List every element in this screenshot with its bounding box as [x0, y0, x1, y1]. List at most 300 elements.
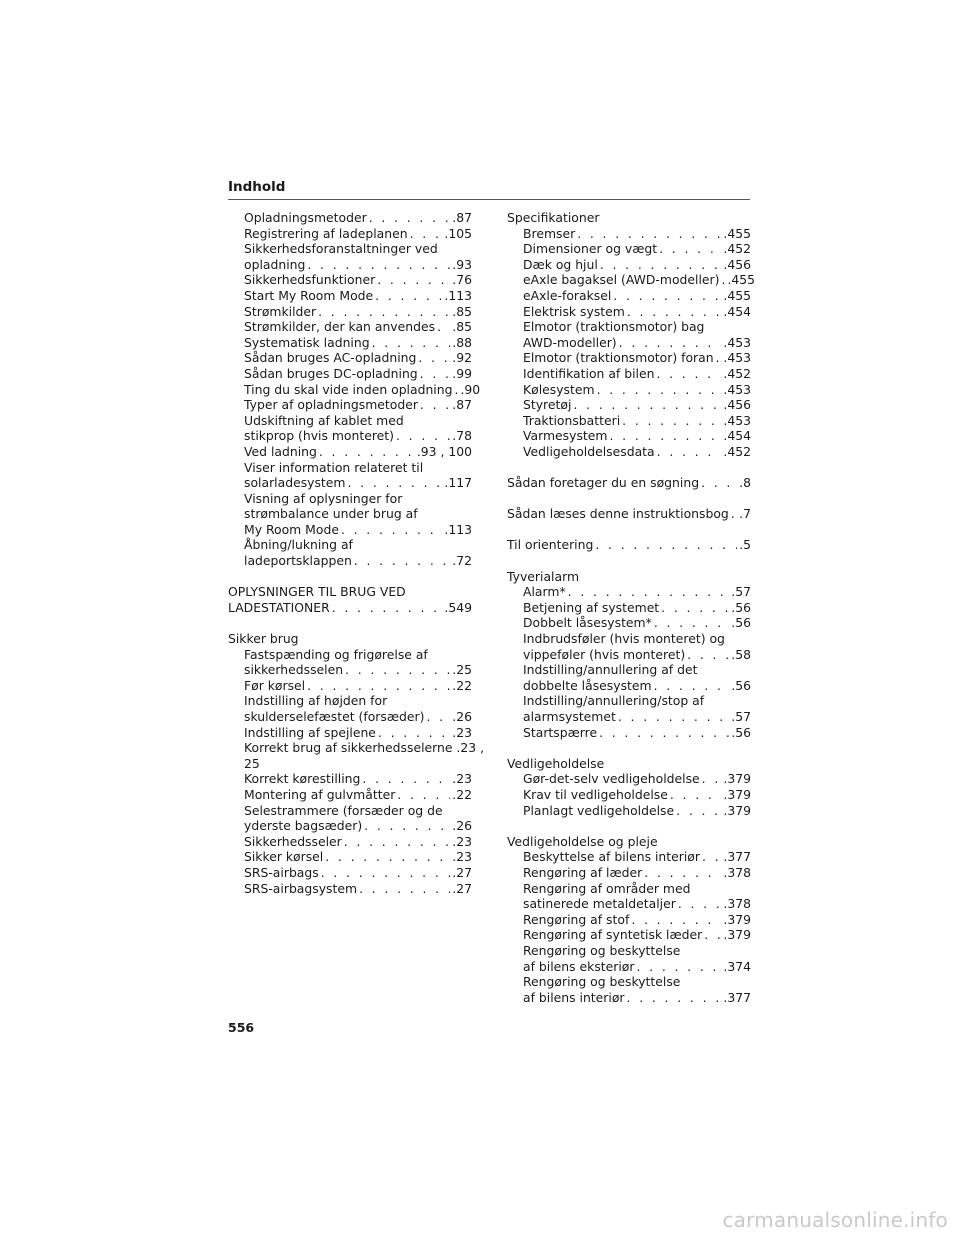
index-group-title [228, 600, 472, 616]
dot-leader [627, 990, 722, 1006]
index-entry [507, 288, 751, 304]
page-ref: .453 [723, 412, 751, 428]
page-ref: .56 [731, 677, 751, 693]
entry-text: Sådan læses denne instruktionsbog [507, 506, 729, 522]
dot-leader [354, 553, 450, 569]
index-entry [507, 787, 751, 803]
entry-line: Indstilling/annullering af det [523, 662, 698, 678]
index-group [228, 584, 472, 615]
entry-text: Indstilling af spejlene [244, 724, 376, 740]
entry-text: stikprop (hvis monteret) [244, 428, 394, 444]
entry-line [523, 647, 751, 663]
page-ref: .453 [723, 350, 751, 366]
index-entry [507, 974, 751, 1005]
dot-leader [345, 662, 450, 678]
index-entry [507, 725, 751, 741]
page-ref: .23 [452, 849, 472, 865]
dot-leader [397, 787, 450, 803]
entry-line: Viser information relateret til [244, 459, 424, 475]
page-ref: .453 [723, 334, 751, 350]
entry-text: Sådan bruges DC-opladning [244, 365, 418, 381]
page-ref: .455 [727, 272, 756, 288]
dot-leader [344, 834, 451, 850]
entry-text: Vedligeholdelsesdata [523, 443, 655, 459]
entry-line [523, 787, 751, 803]
page-ref: .22 [452, 677, 472, 693]
entry-text: Traktionsbatteri [523, 412, 621, 428]
entry-line [244, 210, 472, 226]
dot-leader [568, 584, 730, 600]
entry-text: Start My Room Mode [244, 287, 374, 303]
index-entry [228, 335, 472, 351]
dot-leader [618, 709, 729, 725]
index-entry [228, 288, 472, 304]
entry-text: Sådan bruges AC-opladning [244, 350, 417, 366]
page-ref: .374 [723, 958, 751, 974]
page-ref: .87 [452, 397, 472, 413]
index-group-title: Vedligeholdelse og pleje [507, 833, 658, 849]
dot-leader [595, 537, 737, 553]
entry-line: Visning af oplysninger for [244, 490, 403, 506]
page-ref: .378 [723, 864, 751, 880]
entry-text: Gør-det-selv vedligeholdelse [523, 771, 700, 787]
page-ref: .27 [452, 880, 472, 896]
page-ref: .72 [452, 553, 472, 569]
page-ref: .105 [444, 225, 472, 241]
entry-line [244, 319, 472, 335]
page-ref: .549 [444, 599, 472, 615]
dot-leader [573, 397, 721, 413]
entry-line [523, 288, 751, 304]
page-ref: .78 [452, 428, 472, 444]
page-ref: .22 [452, 786, 472, 802]
index-entry [507, 803, 751, 819]
entry-text: satinerede metaldetaljer [523, 896, 676, 912]
entry-text: Korrekt kørestilling [244, 771, 361, 787]
page-ref: .452 [723, 241, 751, 257]
entry-line [523, 366, 751, 382]
entry-text: ladeportsklappen [244, 553, 352, 569]
entry-text: eAxle bagaksel (AWD-modeller) [523, 272, 720, 288]
entry-line [244, 381, 481, 398]
entry-line [523, 226, 751, 242]
entry-line [244, 865, 472, 881]
index-entry [507, 366, 751, 382]
page-ref: .23 [452, 771, 472, 787]
page-ref: .5 [739, 537, 751, 553]
entry-line [523, 428, 751, 444]
index-entry [507, 413, 751, 429]
entry-text: Dimensioner og vægt [523, 241, 658, 257]
entry-text: Elmotor (traktionsmotor) foran [523, 350, 714, 366]
dot-leader [420, 397, 450, 413]
entry-line [244, 428, 472, 444]
entry-line [244, 662, 472, 678]
index-group-title: OPLYSNINGER TIL BRUG VED [228, 584, 406, 600]
dot-leader [670, 787, 722, 803]
entry-line [244, 522, 472, 538]
entry-text: AWD-modeller) [523, 334, 617, 350]
dot-leader [420, 366, 451, 382]
entry-line [523, 397, 751, 413]
page-ref: .378 [723, 896, 751, 912]
entry-line [244, 304, 472, 320]
page-ref: .99 [452, 365, 472, 381]
index-group [507, 506, 751, 522]
entry-text: Dæk og hjul [523, 256, 598, 272]
dot-leader [702, 771, 722, 787]
entry-text: sikkerhedsselen [244, 662, 344, 678]
entry-line [244, 288, 472, 304]
page-ref: .56 [731, 724, 751, 740]
entry-line: Selestrammere (forsæder og de [244, 802, 443, 818]
index-group-title: Tyverialarm [507, 568, 580, 584]
index-group-title [507, 475, 751, 491]
page-ref: .113 [444, 287, 472, 303]
entry-line [523, 600, 751, 616]
entry-text: Rengøring af stof [523, 911, 630, 927]
page-ref: .117 [444, 475, 472, 491]
entry-line [244, 787, 472, 803]
index-group-title: Sikker brug [228, 631, 299, 647]
dot-leader [702, 849, 721, 865]
entry-line [244, 272, 472, 288]
index-entry [228, 491, 472, 538]
entry-line [244, 834, 472, 850]
entry-line [523, 912, 751, 928]
entry-line [523, 803, 751, 819]
dot-leader [657, 444, 722, 460]
index-entry [507, 350, 751, 366]
entry-line: Rengøring af områder med [523, 880, 691, 896]
index-entry [507, 631, 751, 662]
entry-line: Indstilling af højden for [244, 693, 388, 709]
dot-leader [577, 226, 721, 242]
page-ref: .379 [723, 786, 751, 802]
entry-text: Til orientering [507, 537, 594, 553]
dot-leader [332, 600, 443, 616]
entry-line [523, 444, 751, 460]
dot-leader [341, 522, 442, 538]
index-entry [507, 849, 751, 865]
entry-text: Rengøring af syntetisk læder [523, 927, 703, 943]
index-entry [228, 771, 472, 787]
page-ref: .25 [452, 662, 472, 678]
entry-line [244, 725, 472, 741]
index-entry [228, 381, 481, 398]
page-header-title: Indhold [228, 179, 286, 195]
page-ref: .379 [723, 927, 751, 943]
index-group-title [507, 537, 751, 553]
index-entry [507, 600, 751, 616]
index-entry [507, 881, 751, 912]
entry-line [523, 849, 751, 865]
index-entry [228, 803, 472, 834]
dot-leader [636, 959, 721, 975]
index-group [507, 210, 756, 460]
entry-text: Planlagt vedligeholdelse [523, 802, 675, 818]
entry-text: Strømkilder [244, 303, 317, 319]
index-entry [228, 881, 472, 897]
index-entry [228, 787, 472, 803]
entry-line [523, 678, 751, 694]
index-entry [228, 740, 485, 771]
dot-leader [325, 849, 450, 865]
entry-line [244, 553, 472, 569]
page-ref: .26 [452, 818, 472, 834]
entry-text: vippeføler (hvis monteret) [523, 646, 686, 662]
entry-text: Før kørsel [244, 677, 306, 693]
dot-leader [678, 896, 722, 912]
dot-leader [378, 725, 450, 741]
page-ref: .57 [731, 709, 751, 724]
index-entry [507, 584, 751, 600]
dot-leader [622, 413, 721, 429]
index-entry [228, 304, 472, 320]
entry-line [523, 304, 751, 320]
index-entry [228, 397, 472, 413]
dot-leader [364, 818, 450, 834]
header-divider [228, 199, 750, 200]
index-entry [507, 241, 751, 257]
dot-leader [659, 241, 721, 257]
entry-text: Styretøj [523, 397, 572, 413]
index-entry [228, 226, 472, 242]
index-entry [228, 241, 472, 272]
entry-line [244, 444, 472, 460]
entry-line: Åbning/lukning af [244, 537, 353, 553]
page-ref: .455 [723, 225, 751, 241]
entry-line: Korrekt brug af sikkerhedsselerne .23 , [244, 740, 485, 756]
entry-line [523, 335, 751, 351]
page-ref: .92 [452, 350, 472, 366]
index-entry [228, 678, 472, 694]
dot-leader [375, 288, 442, 304]
dot-leader [701, 475, 737, 491]
dot-leader [656, 366, 721, 382]
index-entry [507, 382, 751, 398]
entry-line [244, 849, 472, 865]
dot-leader [377, 272, 450, 288]
dot-leader [654, 615, 729, 631]
page-ref: .56 [731, 615, 751, 631]
dot-leader [631, 912, 721, 928]
index-entry [507, 927, 751, 943]
entry-text: Startspærre [523, 724, 598, 740]
index-entry [228, 210, 472, 226]
entry-text: Betjening af systemet [523, 599, 660, 615]
entry-text: alarmsystemet [523, 709, 616, 724]
entry-text: Opladningsmetoder [244, 210, 367, 225]
page-ref: .85 [452, 319, 472, 335]
dot-leader [372, 335, 451, 351]
entry-line [523, 896, 751, 912]
page-ref: .26 [452, 709, 472, 724]
page-ref: .93 [452, 256, 472, 272]
index-group [507, 756, 751, 818]
entry-line [523, 990, 751, 1006]
index-group [507, 537, 751, 553]
entry-line [244, 771, 472, 787]
entry-line [244, 226, 472, 242]
index-group [228, 210, 481, 569]
page-ref: .379 [723, 771, 751, 787]
dot-leader [307, 678, 450, 694]
page-ref: .88 [452, 334, 472, 350]
entry-text: 25 [244, 755, 260, 771]
dot-leader [716, 350, 722, 366]
entry-text: opladning [244, 256, 306, 272]
entry-line [244, 881, 472, 897]
dot-leader [654, 678, 730, 694]
entry-line [244, 397, 472, 413]
page-ref: .23 [452, 724, 472, 740]
entry-line [244, 257, 472, 273]
index-group-title: Vedligeholdelse [507, 755, 605, 771]
page-ref: .57 [731, 584, 751, 600]
index-group-title: Specifikationer [507, 210, 600, 225]
entry-text: af bilens interiør [523, 989, 625, 1005]
dot-leader [369, 210, 451, 226]
index-entry [228, 413, 472, 444]
entry-line [244, 818, 472, 834]
dot-leader [437, 319, 450, 335]
page-ref: .58 [731, 646, 751, 662]
dot-leader [307, 257, 450, 273]
entry-text: Sikker kørsel [244, 849, 324, 865]
page-ref: .85 [452, 303, 472, 319]
page-ref: .379 [723, 802, 751, 818]
dot-leader [362, 771, 450, 787]
entry-line: Sikkerhedsforanstaltninger ved [244, 241, 438, 257]
page-ref: .456 [723, 397, 751, 413]
entry-text: skulderselefæstet (forsæder) [244, 709, 425, 724]
entry-text: Alarm* [523, 584, 566, 600]
entry-line [244, 335, 472, 351]
entry-text: Sikkerhedsfunktioner [244, 272, 376, 288]
page-ref: .454 [723, 428, 751, 444]
index-entry [228, 350, 472, 366]
entry-line: strømbalance under brug af [244, 506, 418, 522]
index-entry [507, 693, 751, 724]
dot-leader [687, 647, 729, 663]
page-ref: .87 [452, 210, 472, 225]
index-entry [228, 319, 472, 335]
entry-line: Udskiftning af kablet med [244, 412, 404, 428]
entry-text: Registrering af ladeplanen [244, 225, 408, 241]
index-entry [228, 725, 472, 741]
index-entry [507, 428, 751, 444]
watermark-text: carmanualsonline.info [722, 1208, 948, 1232]
dot-leader [600, 257, 722, 273]
entry-text: Typer af opladningsmetoder [244, 397, 418, 413]
index-entry [228, 537, 472, 568]
page-ref: .76 [452, 272, 472, 288]
dot-leader [426, 709, 450, 725]
page-ref: .456 [723, 256, 751, 272]
page-ref: .8 [739, 475, 751, 491]
dot-leader [348, 475, 443, 491]
index-entry [507, 226, 751, 242]
entry-line [523, 584, 751, 600]
entry-line [244, 756, 472, 772]
entry-line [523, 350, 751, 366]
dot-leader [721, 272, 725, 288]
dot-leader [676, 803, 721, 819]
entry-text: af bilens eksteriør [523, 958, 635, 974]
entry-text: solarladesystem [244, 475, 346, 491]
entry-text: LADESTATIONER [228, 599, 330, 615]
entry-text: Elektrisk system [523, 303, 625, 319]
page-ref: .454 [723, 303, 751, 319]
index-entry [507, 257, 751, 273]
entry-line: Fastspænding og frigørelse af [244, 646, 428, 662]
index-entry [507, 397, 751, 413]
entry-text: Sådan foretager du en søgning [507, 475, 700, 491]
page-ref: .113 [444, 521, 472, 537]
entry-text: Ting du skal vide inden opladning [244, 381, 453, 397]
entry-line: Elmotor (traktionsmotor) bag [523, 319, 705, 335]
entry-text: Ved ladning [244, 443, 317, 459]
page-ref: .27 [452, 864, 472, 880]
entry-line: Rengøring og beskyttelse [523, 942, 681, 958]
dot-leader [704, 927, 721, 943]
index-entry [507, 912, 751, 928]
index-entry [228, 366, 472, 382]
dot-leader [597, 382, 722, 398]
entry-line [244, 350, 472, 366]
page-ref: .7 [739, 506, 751, 522]
dot-leader [318, 304, 450, 320]
entry-line [523, 615, 751, 631]
page-ref: .452 [723, 365, 751, 381]
index-group [507, 834, 751, 1006]
entry-line [523, 413, 751, 429]
index-entry [507, 615, 751, 631]
entry-text: Bremser [523, 225, 576, 241]
page-ref: .377 [723, 989, 751, 1005]
entry-line [523, 257, 751, 273]
entry-line [244, 475, 472, 491]
dot-leader [609, 428, 721, 444]
entry-line: Rengøring og beskyttelse [523, 974, 681, 990]
dot-leader [396, 428, 450, 444]
index-entry [507, 662, 751, 693]
entry-line [523, 382, 751, 398]
index-group [507, 475, 751, 491]
index-entry [228, 865, 472, 881]
index-entry [228, 444, 472, 460]
page-ref: .56 [731, 599, 751, 615]
index-column-left [228, 210, 485, 912]
index-entry [228, 693, 472, 724]
entry-text: dobbelte låsesystem [523, 677, 652, 693]
index-column-right [507, 210, 756, 1021]
entry-line [244, 678, 472, 694]
dot-leader [359, 881, 450, 897]
entry-line [244, 366, 472, 382]
entry-line [523, 725, 751, 741]
entry-line [523, 272, 756, 288]
entry-line [523, 927, 751, 943]
entry-line: Indstilling/annullering/stop af [523, 693, 705, 709]
entry-text: Rengøring af læder [523, 864, 643, 880]
index-entry [228, 272, 472, 288]
entry-text: Systematisk ladning [244, 334, 370, 350]
page-ref: .90 [460, 381, 481, 397]
page-ref: .379 [723, 911, 751, 927]
entry-text: Montering af gulvmåtter [244, 786, 396, 802]
